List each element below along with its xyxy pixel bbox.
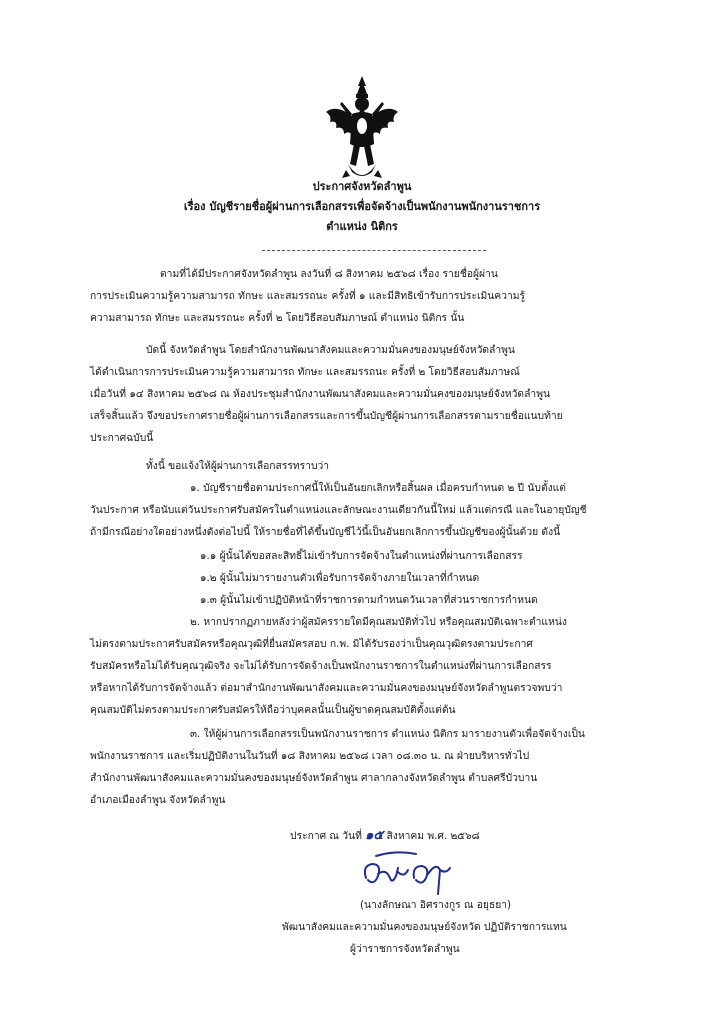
garuda-emblem-icon: [322, 74, 402, 186]
announcement-position: ตำแหน่ง นิติกร: [326, 220, 398, 233]
item-3-line: พนักงานราชการ และเริ่มปฏิบัติงานในวันที่ ๑๘ สิงหาคม ๒๕๖๘ เวลา ๐๘.๓๐ น. ณ ฝ่ายบริหารทั่วไป: [90, 750, 530, 762]
announcement-title: ประกาศจังหวัดลำพูน: [312, 180, 412, 193]
paragraph-1-line: การประเมินความรู้ความสามารถ ทักษะ และสมรรถนะ ครั้งที่ ๑ และมีสิทธิเข้ารับการประเมินความรู้: [90, 290, 526, 302]
handwritten-signature-icon: [356, 848, 456, 898]
item-1-line: ๑. บัญชีรายชื่อตามประกาศนี้ให้เป็นอันยกเลิกหรือสิ้นผล เมื่อครบกำหนด ๒ ปี นับตั้งแต่: [190, 482, 566, 494]
item-3-line: ๓. ให้ผู้ผ่านการเลือกสรรเป็นพนักงานราชการ ตำแหน่ง นิติกร มารายงานตัวเพื่อจัดจ้างเป็น: [190, 728, 585, 740]
date-day: ๑๕: [365, 828, 384, 843]
announcement-subject: เรื่อง บัญชีรายชื่อผู้ผ่านการเลือกสรรเพื่อจัดจ้างเป็นพนักงานพนักงานราชการ: [183, 200, 541, 213]
date-suffix: สิงหาคม พ.ศ. ๒๕๖๘: [386, 830, 480, 842]
paragraph-1-line: ตามที่ได้มีประกาศจังหวัดลำพูน ลงวันที่ ๘ สิงหาคม ๒๕๖๘ เรื่อง รายชื่อผู้ผ่าน: [160, 268, 498, 280]
item-3-line: สำนักงานพัฒนาสังคมและความมั่นคงของมนุษย์จังหวัดลำพูน ศาลากลางจังหวัดลำพูน ตำบลศรีบัวบาน: [90, 772, 538, 784]
item-1-line: ถ้ามีกรณีอย่างใดอย่างหนึ่งดังต่อไปนี้ ให้รายชื่อที่ได้ขึ้นบัญชีไว้นี้เป็นอันยกเลิกการขึ้นบัญชีของผู้นั้นด้วย ดังนี้: [90, 526, 561, 538]
announcement-date: [290, 824, 480, 845]
paragraph-2-line: ประกาศฉบับนี้: [90, 432, 154, 444]
signer-name: (นางลักษณา อิศรางกูร ณ อยุธยา): [360, 899, 512, 911]
item-2-line: คุณสมบัติไม่ตรงตามประกาศรับสมัครให้ถือว่าบุคคลนั้นเป็นผู้ขาดคุณสมบัติตั้งแต่ต้น: [90, 704, 456, 716]
item-1-line: วันประกาศ หรือนับแต่วันประกาศรับสมัครในตำแหน่งและลักษณะงานเดียวกันนี้ใหม่ แล้วแต่กรณี และในอายุบัญชี: [90, 504, 587, 516]
item-2-line: หรือหากได้รับการจัดจ้างแล้ว ต่อมาสำนักงานพัฒนาสังคมและความมั่นคงของมนุษย์จังหวัดลำพูนตรวจพบว่า: [90, 682, 563, 694]
signer-title-2: ผู้ว่าราชการจังหวัดลำพูน: [350, 943, 460, 955]
item-2-line: ๒. หากปรากฏภายหลังว่าผู้สมัครรายใดมีคุณสมบัติทั่วไป หรือคุณสมบัติเฉพาะตำแหน่ง: [190, 616, 567, 628]
item-2-line: ไม่ตรงตามประกาศรับสมัครหรือคุณวุฒิที่ยื่นสมัครสอบ ก.พ. มิได้รับรองว่าเป็นคุณวุฒิตรงตามประกาศ: [90, 638, 533, 650]
sub-item: ๑.๒ ผู้นั้นไม่มารายงานตัวเพื่อรับการจัดจ้างภายในเวลาที่กำหนด: [200, 572, 480, 584]
header-divider: [262, 250, 486, 251]
sub-item: ๑.๑ ผู้นั้นได้ขอสละสิทธิ์ไม่เข้ารับการจัดจ้างในตำแหน่งที่ผ่านการเลือกสรร: [200, 550, 523, 562]
sub-item: ๑.๓ ผู้นั้นไม่เข้าปฏิบัติหน้าที่ราชการตามกำหนดวันเวลาที่ส่วนราชการกำหนด: [200, 594, 538, 606]
paragraph-1-line: ความสามารถ ทักษะ และสมรรถนะ ครั้งที่ ๒ โดยวิธีสอบสัมภาษณ์ ตำแหน่ง นิติกร นั้น: [90, 312, 465, 324]
paragraph-2-line: บัดนี้ จังหวัดลำพูน โดยสำนักงานพัฒนาสังคมและความมั่นคงของมนุษย์จังหวัดลำพูน: [146, 344, 515, 356]
paragraph-2-line: เสร็จสิ้นแล้ว จึงขอประกาศรายชื่อผู้ผ่านการเลือกสรรและการขึ้นบัญชีผู้ผ่านการเลือกสรรตามรายชื่อแนบท้าย: [90, 410, 563, 422]
item-2-line: รับสมัครหรือไม่ได้รับคุณวุฒิจริง จะไม่ได้รับการจัดจ้างเป็นพนักงานราชการในตำแหน่งที่ผ่านการเลือกสรร: [90, 660, 552, 672]
signer-title: พัฒนาสังคมและความมั่นคงของมนุษย์จังหวัด ปฏิบัติราชการแทน: [282, 921, 567, 933]
paragraph-2-line: เมื่อวันที่ ๑๔ สิงหาคม ๒๕๖๘ ณ ห้องประชุมสำนักงานพัฒนาสังคมและความมั่นคงของมนุษย์จังหวัดลำพูน: [90, 388, 551, 400]
paragraph-3-line: ทั้งนี้ ขอแจ้งให้ผู้ผ่านการเลือกสรรทราบว่า: [146, 460, 330, 472]
paragraph-2-line: ได้ดำเนินการการประเมินความรู้ความสามารถ ทักษะ และสมรรถนะ ครั้งที่ ๒ โดยวิธีสอบสัมภาษณ์: [90, 366, 520, 378]
date-prefix: ประกาศ ณ วันที่: [290, 830, 362, 842]
item-3-line: อำเภอเมืองลำพูน จังหวัดลำพูน: [90, 794, 226, 806]
